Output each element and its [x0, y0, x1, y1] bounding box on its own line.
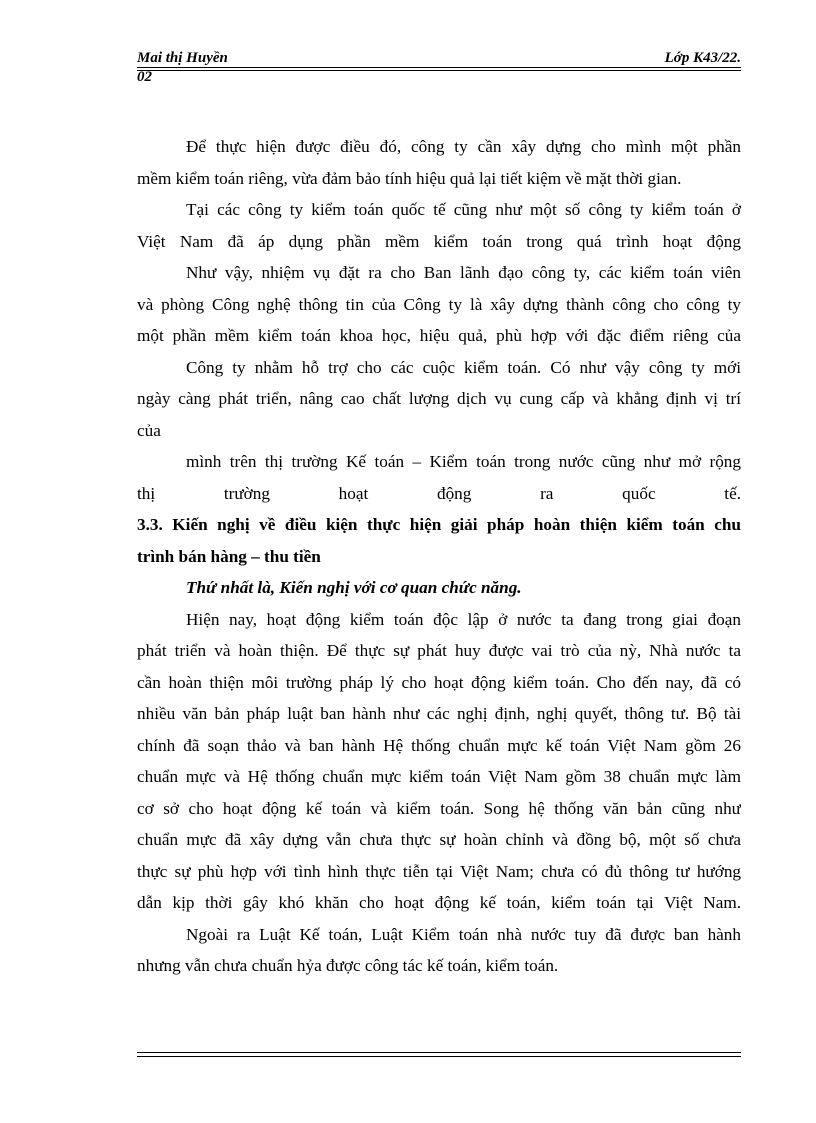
class-label-continued: 02: [137, 69, 152, 85]
section-heading: 3.3. Kiến nghị về điều kiện thực hiện giải pháp hoàn thiện kiểm toán chu: [137, 515, 741, 534]
text-line: Việt Nam đã áp dụng phần mềm kiểm toán trong quá trình hoạt động: [137, 231, 741, 251]
text-line: thực sự phù hợp với tình hình thực tiễn tại Việt Nam; chưa có đủ thông tư hướng: [137, 861, 741, 881]
document-body: [137, 131, 741, 982]
text-line: cần hoàn thiện môi trường pháp lý cho hoạt động kiểm toán. Cho đến nay, đã có: [137, 672, 741, 692]
text-line: Ngoài ra Luật Kế toán, Luật Kiểm toán nhà nước tuy đã được ban hành: [186, 924, 741, 944]
class-label: Lớp K43/22.: [664, 50, 741, 66]
header-rule: [137, 67, 741, 68]
subheading: Thứ nhất là, Kiến nghị với cơ quan chức năng.: [186, 578, 522, 597]
text-line: phát triển và hoàn thiện. Để thực sự phát huy được vai trò của nỳ, Nhà nước ta: [137, 641, 741, 660]
text-line: mềm kiểm toán riêng, vừa đảm bảo tính hiệu quả lại tiết kiệm về mặt thời gian.: [137, 168, 682, 188]
text-line: Hiện nay, hoạt động kiểm toán độc lập ở nước ta đang trong giai đoạn: [186, 609, 741, 629]
text-line: Để thực hiện được điều đó, công ty cần xây dựng cho mình một phần: [186, 137, 741, 156]
text-line: ngày càng phát triển, nâng cao chất lượng dịch vụ cung cấp và khẳng định vị trí: [137, 389, 741, 408]
header-rule: [137, 70, 741, 71]
author-name: Mai thị Huyền: [137, 50, 228, 66]
footer-rule: [137, 1056, 741, 1057]
page-footer: [137, 1052, 741, 1060]
text-line: chuẩn mực và Hệ thống chuẩn mực kiểm toán Việt Nam gồm 38 chuẩn mực làm: [137, 767, 741, 786]
page-header: [137, 50, 741, 90]
text-line: Tại các công ty kiểm toán quốc tế cũng như một số công ty kiểm toán ở: [186, 200, 741, 219]
text-line: mình trên thị trường Kế toán – Kiểm toán trong nước cũng như mở rộng: [186, 452, 741, 471]
text-line: Công ty nhằm hỗ trợ cho các cuộc kiểm toán. Có như vậy công ty mới: [186, 357, 741, 377]
text-line: dẫn kịp thời gây khó khăn cho hoạt động kế toán, kiểm toán tại Việt Nam.: [137, 893, 741, 912]
text-line: chính đã soạn thảo và ban hành Hệ thống chuẩn mực kế toán Việt Nam gồm 26: [137, 735, 741, 755]
text-line: cơ sở cho hoạt động kế toán và kiểm toán. Song hệ thống văn bản cũng như: [137, 798, 741, 818]
text-line: chuẩn mực đã xây dựng vẫn chưa thực sự hoàn chỉnh và đồng bộ, một số chưa: [137, 830, 741, 849]
text-line: Như vậy, nhiệm vụ đặt ra cho Ban lãnh đạo công ty, các kiểm toán viên: [186, 263, 741, 282]
footer-rule: [137, 1052, 741, 1053]
section-heading: trình bán hàng – thu tiền: [137, 546, 321, 566]
text-line: thị trường hoạt động ra quốc tế.: [137, 483, 741, 503]
text-line: nhưng vẫn chưa chuẩn hỷa được công tác kế toán, kiểm toán.: [137, 956, 559, 975]
text-line: của: [137, 420, 161, 440]
text-line: nhiều văn bản pháp luật ban hành như các nghị định, nghị quyết, thông tư. Bộ tài: [137, 704, 741, 723]
text-line: và phòng Công nghệ thông tin của Công ty là xây dựng thành công cho công ty: [137, 294, 741, 314]
text-line: một phần mềm kiểm toán khoa học, hiệu quả, phù hợp với đặc điểm riêng của: [137, 326, 741, 345]
